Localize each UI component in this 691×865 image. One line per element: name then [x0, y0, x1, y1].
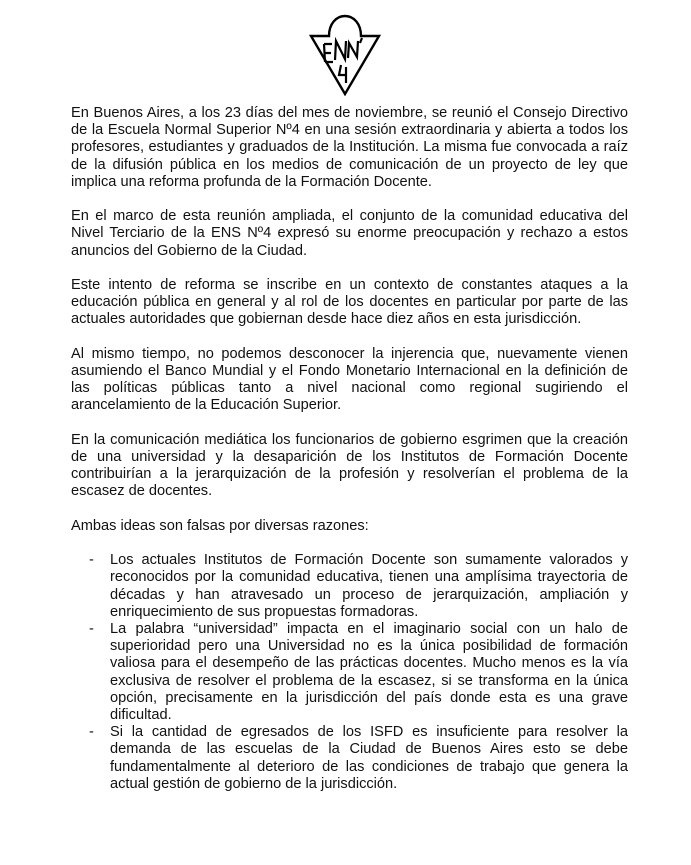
- list-item: [71, 621, 628, 724]
- logo-letter-n-accent: [348, 38, 362, 58]
- list-item: [71, 552, 628, 621]
- paragraph-reform-context: Este intento de reforma se inscribe en un contexto de constantes ataques a la educación pública en general y al rol de los docentes en particular por parte de las actuales autoridades que gobiernan desde hace diez años en esta jurisdicción.: [71, 277, 628, 328]
- paragraph-meeting-intro: En Buenos Aires, a los 23 días del mes de noviembre, se reunió el Consejo Directivo de la Escuela Normal Superior Nº4 en una sesión extraordinaria y abierta a todos los profesores, estudiantes y graduados de la Institución. La misma fue convocada a raíz de la difusión pública en los medios de comunicación de un proyecto de ley que implica una reforma profunda de la Formación Docente.: [71, 105, 628, 190]
- bullet-dash-icon: -: [89, 552, 94, 569]
- bullet-dash-icon: -: [89, 621, 94, 637]
- logo-letter-e: [324, 44, 333, 62]
- list-item-text: Los actuales Institutos de Formación Docente son sumamente valorados y reconocidos por la comunidad educativa, tienen una amplísima trayectoria de décadas y han atravesado un proceso de jerarquización, ampliación y enriquecimiento de sus propuestas formadoras.: [110, 552, 628, 620]
- document-body: [71, 105, 628, 793]
- reasons-list: [71, 552, 628, 793]
- bullet-dash-icon: -: [89, 724, 94, 741]
- ens-n4-shield-logo-icon: [307, 10, 383, 96]
- paragraph-community-rejection: En el marco de esta reunión ampliada, el conjunto de la comunidad educativa del Nivel Terciario de la ENS Nº4 expresó su enorme preocupación y rechazo a estos anuncios del Gobierno de la Ciudad.: [71, 208, 628, 259]
- list-item-text: Si la cantidad de egresados de los ISFD es insuficiente para resolver la demanda de las escuelas de la Ciudad de Buenos Aires esto se debe fundamentalmente al deterioro de las condiciones de trabajo que genera la actual gestión de gobierno de la jurisdicción.: [110, 724, 628, 792]
- logo-letter-n: [335, 41, 346, 60]
- logo-digit-4: [339, 65, 347, 83]
- list-item: [71, 724, 628, 793]
- paragraph-reasons-intro: Ambas ideas son falsas por diversas razones:: [71, 517, 369, 534]
- paragraph-media-arguments: En la comunicación mediática los funcionarios de gobierno esgrimen que la creación de una universidad y la desaparición de los Institutos de Formación Docente contribuirían a la jerarquización de la profesión y resolverían el problema de la escasez de docentes.: [71, 431, 628, 500]
- paragraph-international-interference: Al mismo tiempo, no podemos desconocer la injerencia que, nuevamente vienen asumiendo el Banco Mundial y el Fondo Monetario Internacional en la definición de las políticas públicas tanto a nivel nacional como regional sugiriendo el arancelamiento de la Educación Superior.: [71, 345, 628, 414]
- list-item-text: La palabra “universidad” impacta en el imaginario social con un halo de superioridad pero una Universidad no es la única posibilidad de formación valiosa para el desempeño de las prácticas docentes. Mucho menos es la vía exclusiva de resolver el problema de la escasez, si se transforma en la única opción, precisamente en la jurisdicción del país donde esta es una grave dificultad.: [110, 621, 628, 724]
